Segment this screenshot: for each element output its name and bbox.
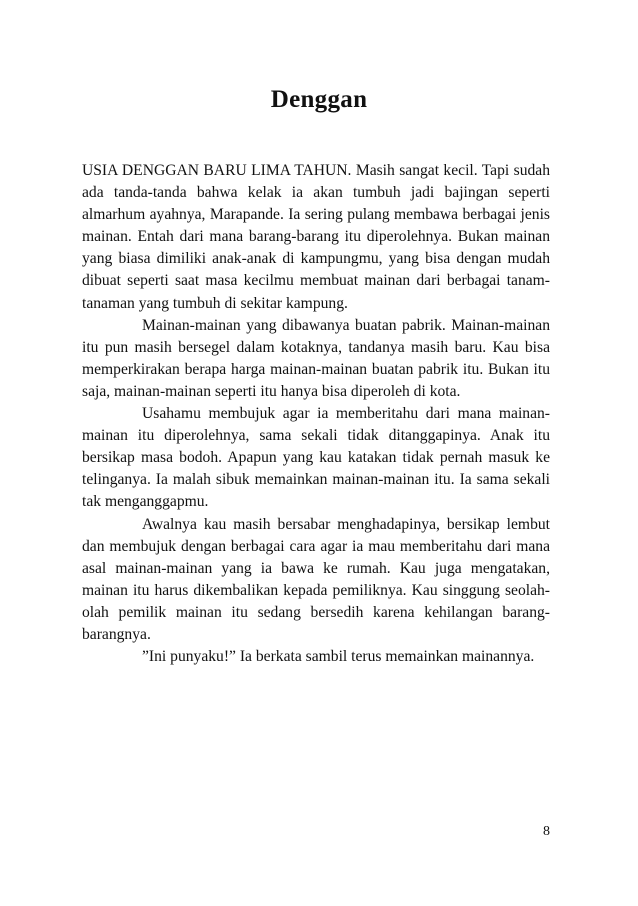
paragraph-1: USIA DENGGAN BARU LIMA TAHUN. Masih sangat kecil. Tapi sudah ada tanda-tanda bahwa kelak ia akan tumbuh jadi bajingan seperti almarhum ayahnya, Marapande. Ia sering pulang membawa berbagai jenis mainan. Entah dari mana barang-barang itu diperolehnya. Bukan mainan yang biasa dimiliki anak-anak di kampungmu, yang bisa dengan mudah dibuat seperti saat masa kecilmu membuat mainan dari berbagai tanam-tanaman yang tumbuh di sekitar kampung. — [82, 162, 550, 312]
chapter-body — [82, 160, 550, 668]
page-number: 8 — [543, 824, 550, 839]
chapter-title: Denggan — [270, 86, 368, 113]
paragraph-3: Usahamu membujuk agar ia memberitahu dari mana mainan-mainan itu diperolehnya, sama sekali tidak ditanggapinya. Anak itu bersikap masa bodoh. Apapun yang kau katakan tidak pernah masuk ke telinganya. Ia malah sibuk memainkan mainan-mainan itu. Ia sama sekali tak menganggapmu. — [82, 405, 550, 511]
paragraph-5: ”Ini punyaku!” Ia berkata sambil terus memainkan mainannya. — [142, 648, 535, 666]
paragraph-4: Awalnya kau masih bersabar menghadapinya, bersikap lembut dan membujuk dengan berbagai cara agar ia mau memberitahu dari mana asal mainan-mainan yang ia bawa ke rumah. Kau juga mengatakan, mainan itu harus dikembalikan kepada pemiliknya. Kau singgung seolah-olah pemilik mainan itu sedang bersedih karena kehilangan barang-barangnya. — [82, 515, 550, 643]
paragraph-2: Mainan-mainan yang dibawanya buatan pabrik. Mainan-mainan itu pun masih bersegel dalam kotaknya, tandanya masih baru. Kau bisa memperkirakan berapa harga mainan-mainan buatan pabrik itu. Bukan itu saja, mainan-mainan seperti itu hanya bisa diperoleh di kota. — [82, 316, 550, 400]
